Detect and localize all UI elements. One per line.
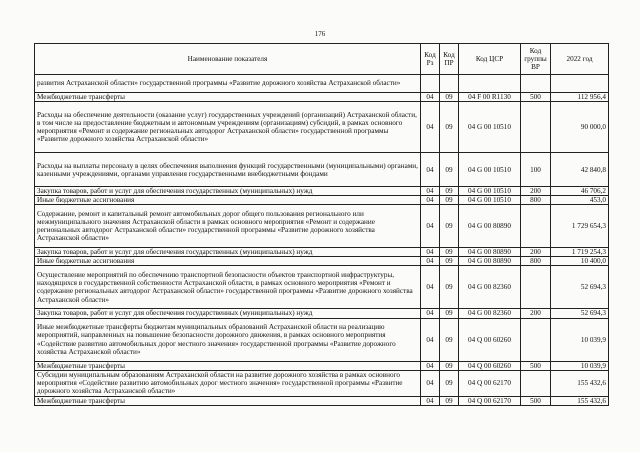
table-row bbox=[35, 361, 609, 370]
table-row bbox=[35, 153, 609, 187]
row-name: Субсидии муниципальным образованиям Астраханской области на развитие дорожного хозяйства в рамках основного мероприятия «Содействие развитию автомобильных дорог местного значения» государственной программы «Развитие дорожного хозяйства Астраханской области» bbox=[35, 370, 421, 396]
row-amount: 42 840,8 bbox=[551, 153, 609, 187]
table-row bbox=[35, 196, 609, 205]
table-row bbox=[35, 266, 609, 309]
row-vr: 200 bbox=[521, 187, 551, 196]
row-rz: 04 bbox=[421, 318, 440, 361]
row-rz: 04 bbox=[421, 153, 440, 187]
row-vr bbox=[521, 75, 551, 93]
row-vr: 200 bbox=[521, 248, 551, 257]
row-rz: 04 bbox=[421, 309, 440, 318]
row-amount: 46 706,2 bbox=[551, 187, 609, 196]
row-amount bbox=[551, 75, 609, 93]
row-csr: 04 G 00 10510 bbox=[459, 196, 521, 205]
row-amount: 10 400,0 bbox=[551, 257, 609, 266]
row-rz: 04 bbox=[421, 396, 440, 405]
row-rz: 04 bbox=[421, 205, 440, 248]
row-rz: 04 bbox=[421, 102, 440, 153]
row-name: Закупка товаров, работ и услуг для обеспечения государственных (муниципальных) нужд bbox=[35, 309, 421, 318]
row-rz: 04 bbox=[421, 187, 440, 196]
row-rz: 04 bbox=[421, 248, 440, 257]
row-pr: 09 bbox=[440, 248, 459, 257]
row-amount: 90 000,0 bbox=[551, 102, 609, 153]
row-vr bbox=[521, 318, 551, 361]
row-rz: 04 bbox=[421, 361, 440, 370]
row-amount: 1 719 254,3 bbox=[551, 248, 609, 257]
row-name: Межбюджетные трансферты bbox=[35, 93, 421, 102]
row-pr: 09 bbox=[440, 266, 459, 309]
row-pr bbox=[440, 75, 459, 93]
row-pr: 09 bbox=[440, 361, 459, 370]
row-csr: 04 Q 00 62170 bbox=[459, 370, 521, 396]
table-row bbox=[35, 187, 609, 196]
row-csr: 04 Q 00 60260 bbox=[459, 361, 521, 370]
header-vr: Код группы ВР bbox=[521, 44, 551, 75]
row-csr: 04 Q 00 60260 bbox=[459, 318, 521, 361]
row-csr: 04 G 00 82360 bbox=[459, 309, 521, 318]
header-csr: Код ЦСР bbox=[459, 44, 521, 75]
row-name: Расходы на выплаты персоналу в целях обеспечения выполнения функций государственными (муниципальными) органами, казенными учреждениями, органами управления государственными внебюджетными фондами bbox=[35, 153, 421, 187]
row-rz: 04 bbox=[421, 257, 440, 266]
row-name: Иные бюджетные ассигнования bbox=[35, 257, 421, 266]
row-rz: 04 bbox=[421, 370, 440, 396]
row-name: Закупка товаров, работ и услуг для обеспечения государственных (муниципальных) нужд bbox=[35, 187, 421, 196]
row-pr: 09 bbox=[440, 196, 459, 205]
row-csr: 04 G 00 80890 bbox=[459, 205, 521, 248]
row-name: Осуществление мероприятий по обеспечению транспортной безопасности объектов транспортной инфраструктуры, находящихся в государственной собственности Астраханской области, в рамках основного мероприятия «Ремонт и содержание региональных автодорог Астраханской области» государственной программы «Развитие дорожного хозяйства Астраханской области» bbox=[35, 266, 421, 309]
row-name: развития Астраханской области» государственной программы «Развитие дорожного хозяйства Астраханской области» bbox=[35, 75, 421, 93]
row-csr bbox=[459, 75, 521, 93]
row-pr: 09 bbox=[440, 153, 459, 187]
row-amount: 10 039,9 bbox=[551, 361, 609, 370]
row-amount: 52 694,3 bbox=[551, 266, 609, 309]
row-csr: 04 F 00 R1130 bbox=[459, 93, 521, 102]
row-rz: 04 bbox=[421, 196, 440, 205]
row-name: Межбюджетные трансферты bbox=[35, 396, 421, 405]
row-amount: 10 039,9 bbox=[551, 318, 609, 361]
row-rz: 04 bbox=[421, 266, 440, 309]
row-pr: 09 bbox=[440, 318, 459, 361]
row-amount: 52 694,3 bbox=[551, 309, 609, 318]
table-row bbox=[35, 75, 609, 93]
row-vr: 800 bbox=[521, 196, 551, 205]
row-name: Закупка товаров, работ и услуг для обеспечения государственных (муниципальных) нужд bbox=[35, 248, 421, 257]
row-vr bbox=[521, 370, 551, 396]
row-csr: 04 G 00 80890 bbox=[459, 248, 521, 257]
row-amount: 155 432,6 bbox=[551, 396, 609, 405]
row-csr: 04 Q 00 62170 bbox=[459, 396, 521, 405]
row-vr bbox=[521, 102, 551, 153]
row-name: Межбюджетные трансферты bbox=[35, 361, 421, 370]
row-vr bbox=[521, 266, 551, 309]
row-vr bbox=[521, 205, 551, 248]
row-csr: 04 G 00 10510 bbox=[459, 153, 521, 187]
row-amount: 453,0 bbox=[551, 196, 609, 205]
row-vr: 100 bbox=[521, 153, 551, 187]
row-name: Содержание, ремонт и капитальный ремонт автомобильных дорог общего пользования регионального или межмуниципального значения Астраханской области в рамках основного мероприятия «Ремонт и содержание региональных автодорог Астраханской области» государственной программы «Развитие дорожного хозяйства Астраханской области» bbox=[35, 205, 421, 248]
page-number: 176 bbox=[314, 30, 326, 38]
table-header-row bbox=[35, 44, 609, 75]
row-vr: 800 bbox=[521, 257, 551, 266]
row-name: Иные межбюджетные трансферты бюджетам муниципальных образований Астраханской области на реализацию мероприятий, направленных на повышение безопасности дорожного движения, в рамках основного мероприятия «Содействие развитию автомобильных дорог местного значения» государственной программы «Развитие дорожного хозяйства Астраханской области» bbox=[35, 318, 421, 361]
table-row bbox=[35, 93, 609, 102]
row-pr: 09 bbox=[440, 102, 459, 153]
row-pr: 09 bbox=[440, 370, 459, 396]
table-row bbox=[35, 309, 609, 318]
row-vr: 500 bbox=[521, 93, 551, 102]
row-rz bbox=[421, 75, 440, 93]
row-pr: 09 bbox=[440, 309, 459, 318]
header-name: Наименование показателя bbox=[35, 44, 421, 75]
header-rz: Код Рз bbox=[421, 44, 440, 75]
table-row bbox=[35, 370, 609, 396]
row-csr: 04 G 00 10510 bbox=[459, 187, 521, 196]
row-amount: 1 729 654,3 bbox=[551, 205, 609, 248]
row-pr: 09 bbox=[440, 187, 459, 196]
row-csr: 04 G 00 82360 bbox=[459, 266, 521, 309]
row-vr: 500 bbox=[521, 396, 551, 405]
row-pr: 09 bbox=[440, 396, 459, 405]
row-amount: 155 432,6 bbox=[551, 370, 609, 396]
row-csr: 04 G 00 80890 bbox=[459, 257, 521, 266]
row-vr: 500 bbox=[521, 361, 551, 370]
row-pr: 09 bbox=[440, 205, 459, 248]
row-amount: 112 956,4 bbox=[551, 93, 609, 102]
row-csr: 04 G 00 10510 bbox=[459, 102, 521, 153]
row-rz: 04 bbox=[421, 93, 440, 102]
table-row bbox=[35, 205, 609, 248]
table-row bbox=[35, 257, 609, 266]
table-row bbox=[35, 248, 609, 257]
row-vr: 200 bbox=[521, 309, 551, 318]
table-row bbox=[35, 102, 609, 153]
header-amount: 2022 год bbox=[551, 44, 609, 75]
header-pr: Код ПР bbox=[440, 44, 459, 75]
budget-table bbox=[34, 43, 609, 406]
table-row bbox=[35, 396, 609, 405]
row-pr: 09 bbox=[440, 257, 459, 266]
row-pr: 09 bbox=[440, 93, 459, 102]
row-name: Расходы на обеспечение деятельности (оказание услуг) государственных учреждений (организаций) Астраханской области, в том числе на предоставление бюджетным и автономным учреждениям (организациям) субсидий, в рамках основного мероприятия «Ремонт и содержание региональных автодорог Астраханской области» государственной программы «Развитие дорожного хозяйства Астраханской области» bbox=[35, 102, 421, 153]
row-name: Иные бюджетные ассигнования bbox=[35, 196, 421, 205]
table-row bbox=[35, 318, 609, 361]
